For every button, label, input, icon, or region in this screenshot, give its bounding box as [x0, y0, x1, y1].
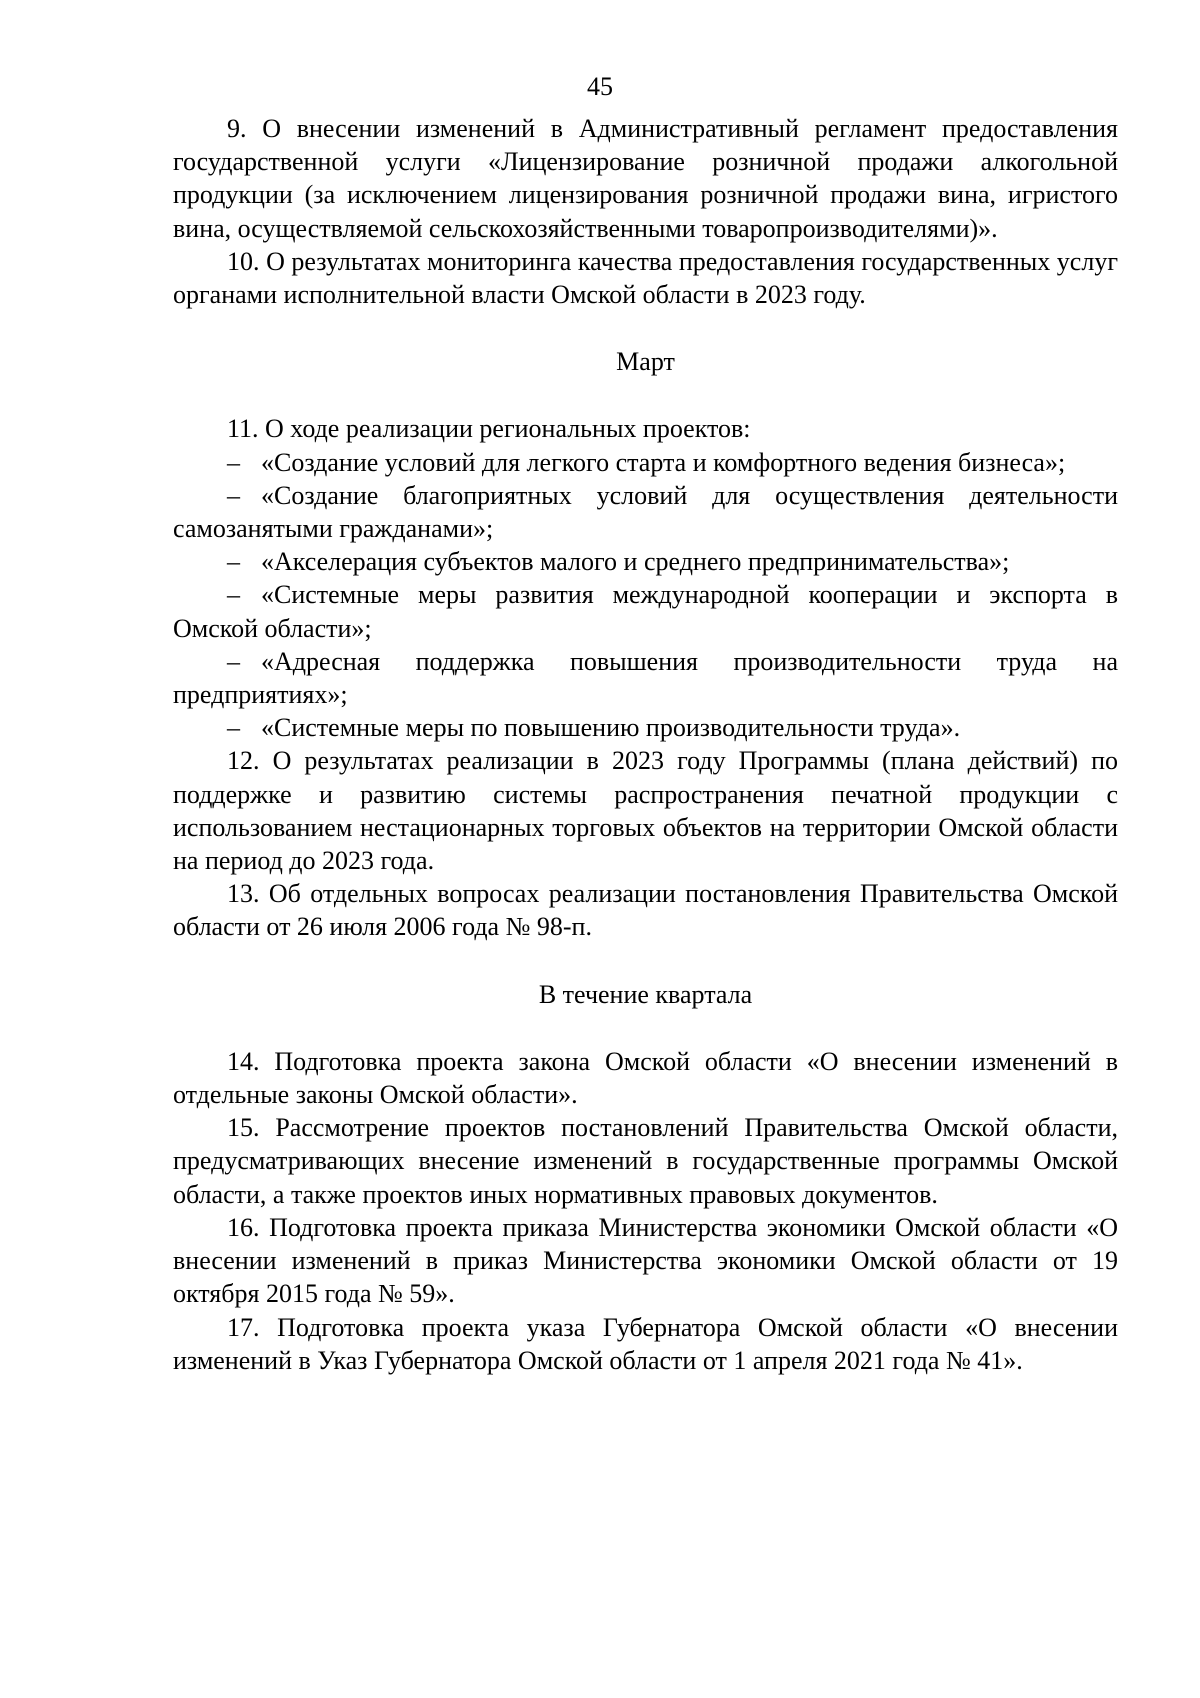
item-10: 10. О результатах мониторинга качества предоставления государственных услуг органами исполнительной власти Омской области в 2023 году.: [173, 246, 1118, 310]
dash-mark: –: [227, 447, 240, 477]
item-14: 14. Подготовка проекта закона Омской области «О внесении изменений в отдельные законы Омской области».: [173, 1046, 1118, 1110]
bullet-text: «Адресная поддержка повышения производительности труда на предприятиях»;: [173, 646, 1118, 710]
bullet-text: «Системные меры развития международной кооперации и экспорта в Омской области»;: [173, 580, 1118, 643]
item-11-bullet-6: [173, 711, 1118, 744]
item-11-bullet-5: [173, 645, 1118, 711]
item-17: 17. Подготовка проекта указа Губернатора Омской области «О внесении изменений в Указ Губернатора Омской области от 1 апреля 2021 года № 41».: [173, 1312, 1118, 1375]
dash-mark: –: [227, 646, 240, 676]
item-9: 9. О внесении изменений в Административный регламент предоставления государственной услуги «Лицензирование розничной продажи алкогольной продукции (за исключением лицензирования розничной продажи вина, игристого вина, осуществляемой сельскохозяйственными товаропроизводителями)».: [173, 114, 1118, 243]
item-11-bullet-2: [173, 479, 1118, 545]
item-11-bullet-4: [173, 578, 1118, 644]
dash-mark: –: [227, 713, 240, 743]
page-number: 45: [587, 72, 613, 101]
item-12: 12. О результатах реализации в 2023 году Программы (плана действий) по поддержке и развитию системы распространения печатной продукции с использованием нестационарных торговых объектов на территории Омской области на период до 2023 года.: [173, 746, 1118, 876]
bullet-text: «Системные меры по повышению производительности труда».: [261, 713, 961, 743]
bullet-text: «Создание благоприятных условий для осуществления деятельности самозанятыми гражданами»;: [173, 480, 1118, 544]
item-11-bullet-1: [173, 446, 1118, 479]
bullet-text: «Акселерация субъектов малого и среднего предпринимательства»;: [261, 547, 1010, 577]
section-heading-quarter: В течение квартала: [538, 979, 753, 1009]
item-11: 11. О ходе реализации региональных проектов:: [227, 414, 751, 444]
item-15: 15. Рассмотрение проектов постановлений Правительства Омской области, предусматривающих внесение изменений в государственные программы Омской области, а также проектов иных нормативных правовых документов.: [173, 1113, 1118, 1209]
item-11-bullet-3: [173, 545, 1118, 578]
section-heading-march: Март: [616, 347, 675, 377]
dash-mark: –: [227, 480, 240, 510]
dash-mark: –: [227, 547, 240, 577]
item-13: 13. Об отдельных вопросах реализации постановления Правительства Омской области от 26 июля 2006 года № 98-п.: [173, 879, 1118, 942]
item-16: 16. Подготовка проекта приказа Министерства экономики Омской области «О внесении изменений в приказ Министерства экономики Омской области от 19 октября 2015 года № 59».: [173, 1212, 1118, 1309]
bullet-text: «Создание условий для легкого старта и комфортного ведения бизнеса»;: [261, 447, 1066, 477]
dash-mark: –: [227, 580, 240, 610]
document-body: [173, 112, 1118, 1377]
